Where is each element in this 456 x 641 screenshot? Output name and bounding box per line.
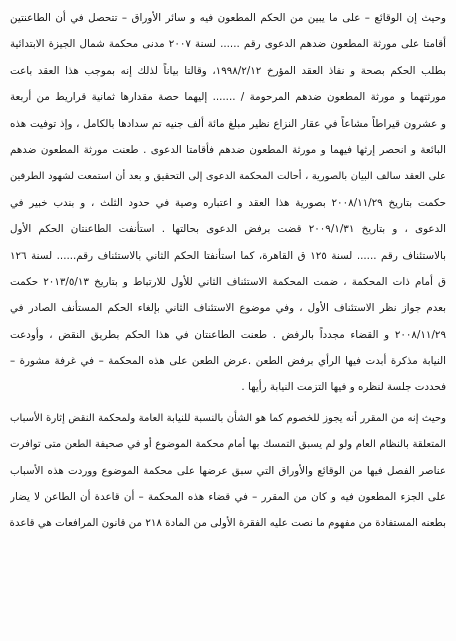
text-line: وحيث إن الوقائع – على ما يبين من الحكم المطعون فيه و سائر الأوراق – تتحصل في أن الطاعنتين xyxy=(10,12,446,24)
text-line: و عشرون قيراطاً مشاعاً في عقار النزاع نظير مبلغ مائة ألف جنيه تم سدادها بالكامل ، وإذ توفيت هذه xyxy=(10,117,446,130)
text-line: وحيث إنه من المقرر أنه يجوز للخصوم كما هو الشأن بالنسبة للنيابة العامة ولمحكمة النقض إثارة الأسباب xyxy=(10,412,446,424)
text-line: النيابة مذكرة أبدت فيها الرأي برفض الطعن .عرض الطعن على هذه المحكمة – في غرفة مشورة – xyxy=(10,355,446,368)
text-line: مورثتهما و مورثة المطعون ضدهم المرحومة / ....... إليهما حصة مقدارها ثمانية قراريط من أربعة xyxy=(10,91,446,104)
text-line: بعدم جواز نظر الاستئناف الأول ، وفي موضوع الاستئناف الثاني بإلغاء الحكم المستأنف الصادر في xyxy=(10,302,446,315)
text-line: بالاستئناف رقم ...... لسنة ١٢٥ ق القاهرة، كما استأنفتا الحكم الثاني بالاستئناف رقم...... لسنة ١٢٦ xyxy=(10,249,446,262)
text-line: على العقد سالف البيان بالصورية ، أحالت المحكمة الدعوى إلى التحقيق و بعد أن استمعت لشهود الطرفين xyxy=(10,171,446,183)
paragraph-ruling xyxy=(10,410,446,533)
text-line: البائعة و انحصر إرثها فيهما و مورثة المطعون ضدهم فأقامتا الدعوى . طعنت مورثة المطعون ضدهم xyxy=(10,143,446,156)
text-line: بطعنه المستفادة من مفهوم ما نصت عليه الفقرة الأولى من المادة ٢١٨ من قانون المرافعات هي قاعدة xyxy=(10,517,446,530)
text-line: المتعلقة بالنظام العام ولو لم يسبق التمسك بها أمام محكمة الموضوع أو في صحيفة الطعن متى توافرت xyxy=(10,439,446,451)
text-line: ق أمام ذات المحكمة ، ضمت المحكمة الاستئناف الثاني للأول للارتباط و بتاريخ ٢٠١٣/٥/١٣ حكمت xyxy=(10,275,446,288)
text-line: ٢٠٠٨/١١/٢٩ و القضاء مجدداً بالرفض . طعنت الطاعنتان في هذا الحكم بطريق النقض ، وأودعت xyxy=(10,328,446,341)
paragraph-facts xyxy=(10,10,446,396)
text-line: فحددت جلسة لنظره و فيها التزمت النيابة رأيها . xyxy=(241,381,446,394)
text-line: الدعوى ، و بتاريخ ٢٠٠٩/١/٣١ قضت برفض الدعوى بحالتها . استأنفت الطاعنتان الحكم الأول xyxy=(10,223,446,236)
text-line: أقامتا على مورثة المطعون ضدهم الدعوى رقم ...... لسنة ٢٠٠٧ مدنى محكمة شمال الجيزة الابتدائية xyxy=(10,38,446,51)
text-line: عناصر الفصل فيها من الوقائع والأوراق التي سبق عرضها على محكمة الموضوع ووردت هذه الأسباب xyxy=(10,464,446,477)
text-line: بطلب الحكم بصحة و نفاذ العقد المؤرخ ١٩٩٨/٢/١٢، وقالتا بياناً لذلك إنه بموجب هذا العقد باعت xyxy=(10,64,446,77)
text-line: على الجزء المطعون فيه و كان من المقرر – في قضاء هذه المحكمة – أن قاعدة أن الطاعن لا يضار xyxy=(10,491,446,504)
text-line: حكمت بتاريخ ٢٠٠٨/١١/٢٩ بصورية هذا العقد و اعتباره وصية في حدود الثلث ، و بندب خبير في xyxy=(10,196,446,209)
